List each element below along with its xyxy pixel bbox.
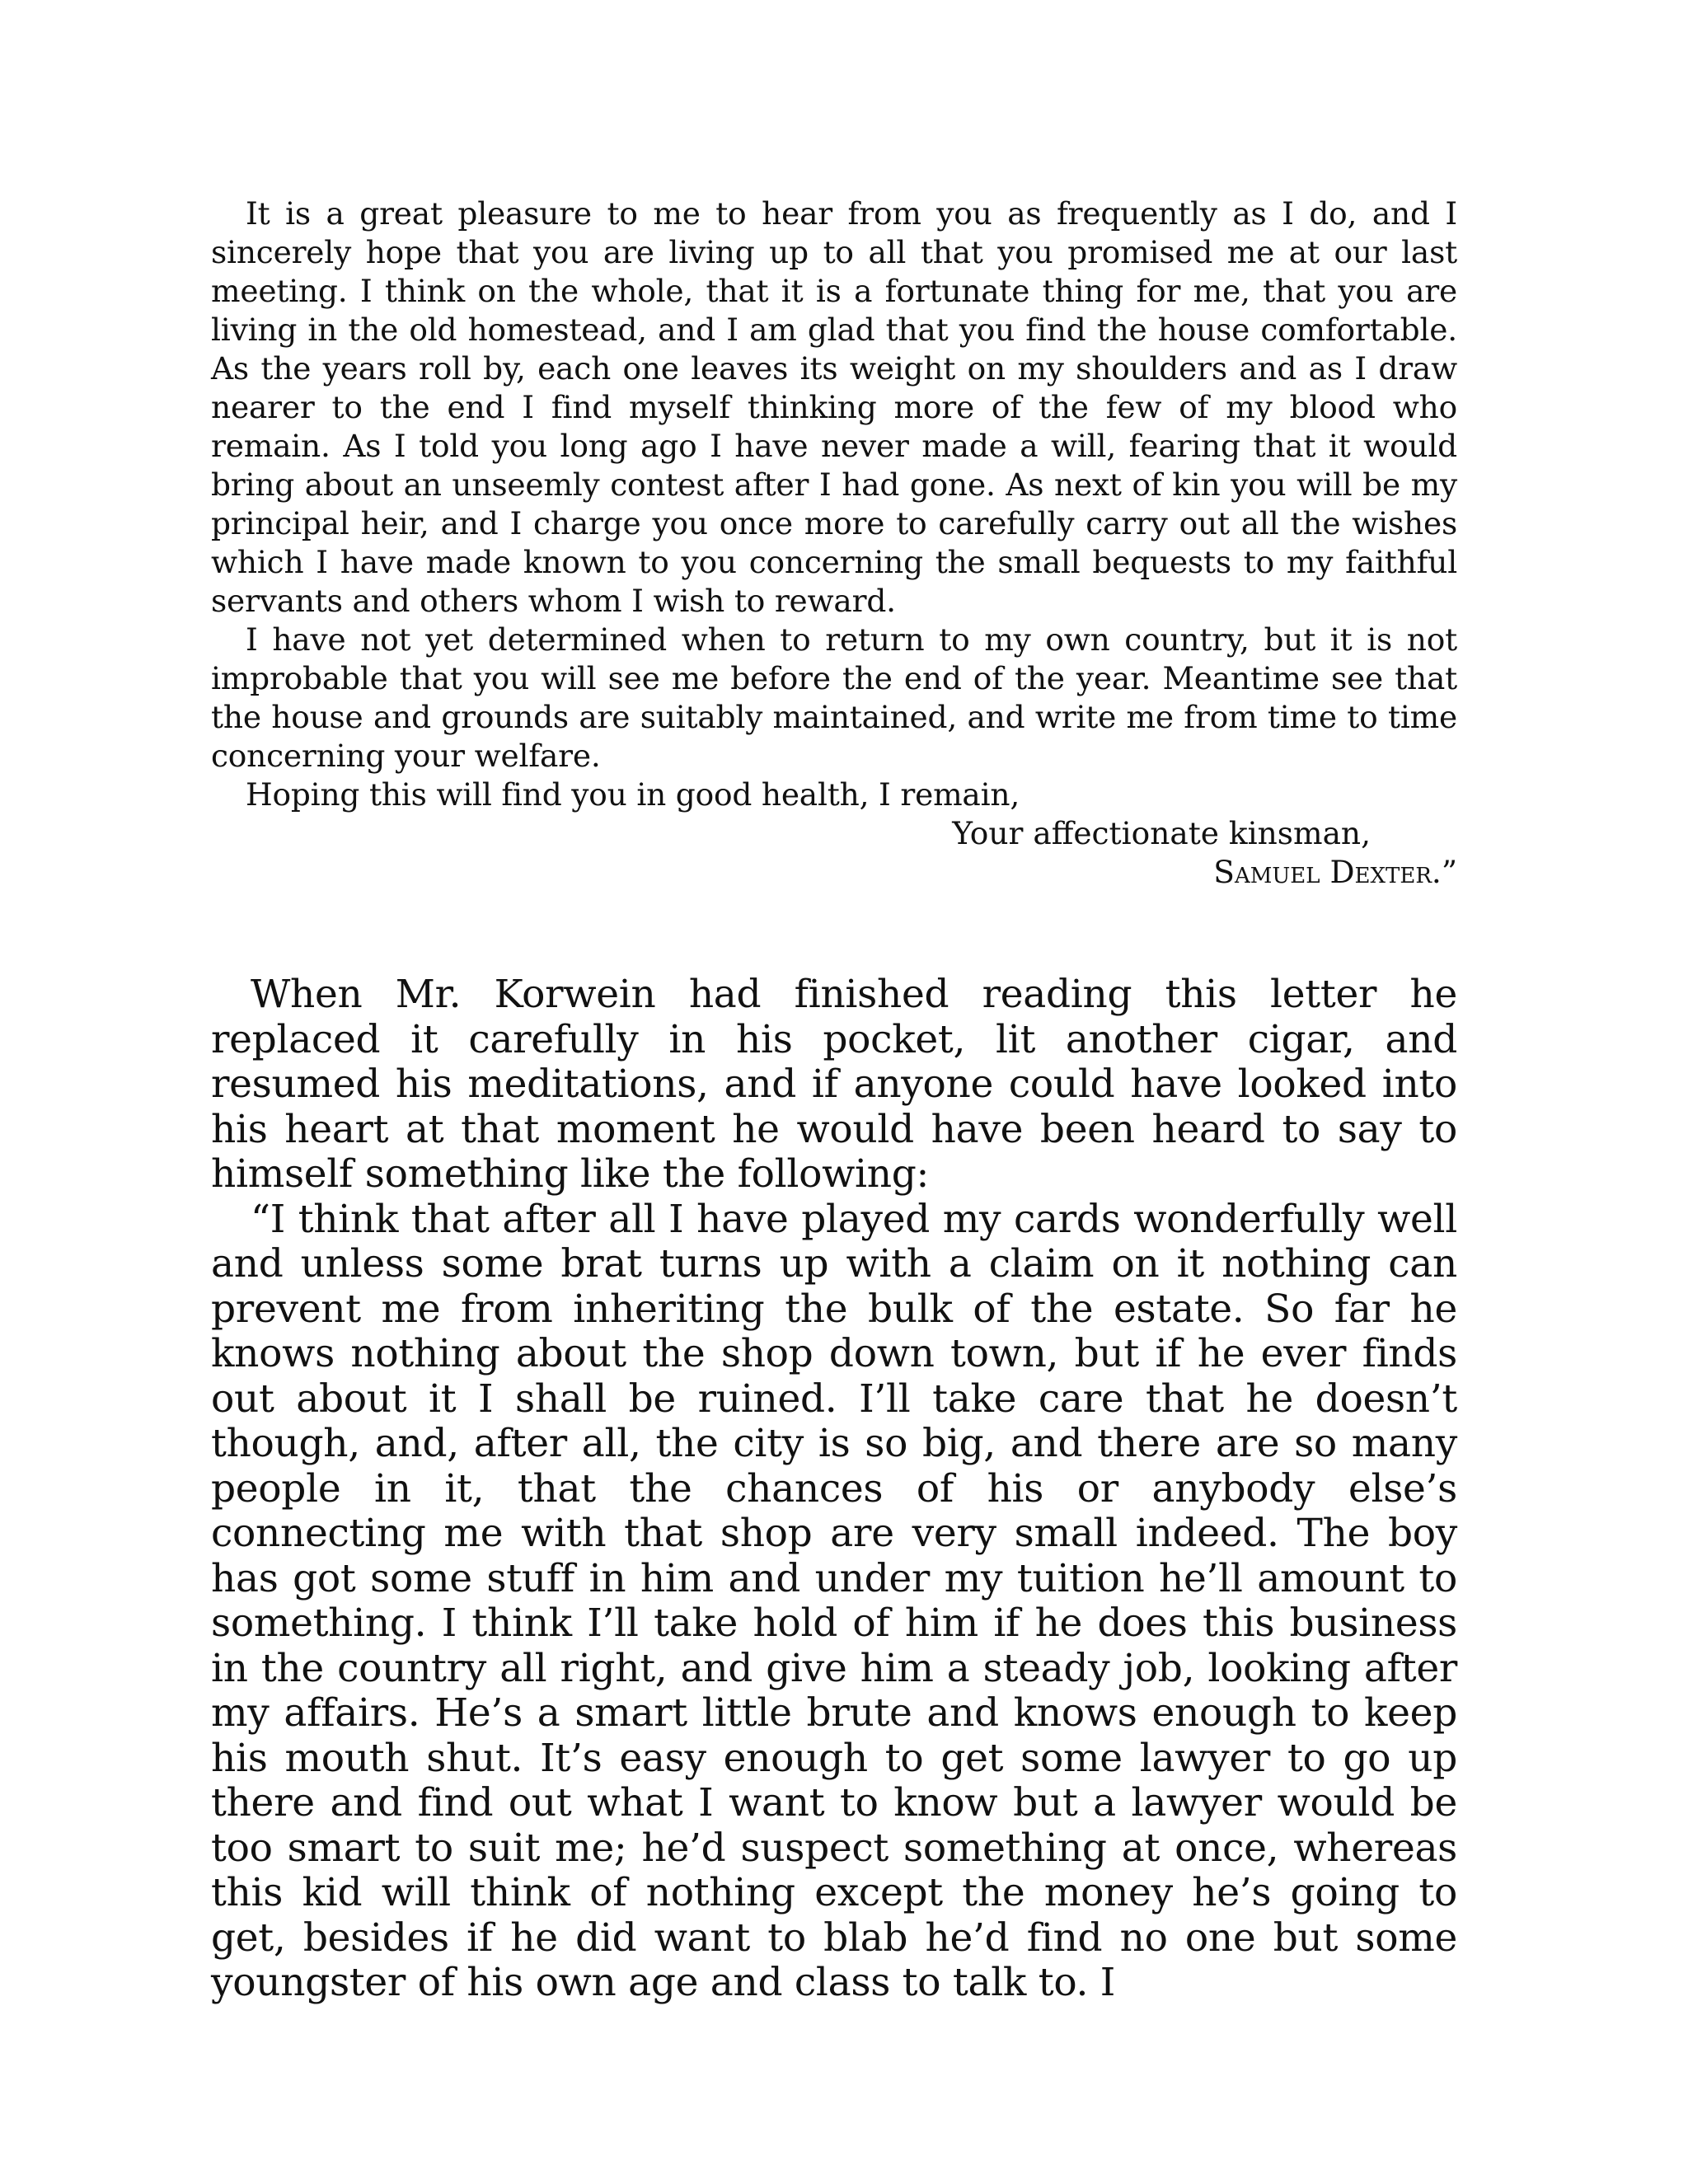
- letter-closing: [211, 814, 1457, 892]
- letter-paragraph: I have not yet determined when to return to my own country, but it is not improbable that you will see me before the end of the year. Meantime see that the house and grounds are suitably maintained, and write me from time to time concerning your welfare.: [211, 621, 1457, 774]
- narrative-body: [211, 972, 1457, 2006]
- closing-salutation: Your affectionate kinsman,: [952, 815, 1371, 851]
- letter-body: [211, 194, 1457, 814]
- letter-signature: Samuel Dexter.”: [1213, 854, 1457, 890]
- document-page: [211, 194, 1457, 2006]
- narrative-paragraph: “I think that after all I have played my cards wonderfully well and unless some brat turns up with a claim on it nothing can prevent me from inheriting the bulk of the estate. So far he knows nothing about the shop down town, but if he ever finds out about it I shall be ruined. I’ll take care that he doesn’t though, and, after all, the city is so big, and there are so many people in it, that the chances of his or anybody else’s connecting me with that shop are very small indeed. The boy has got some stuff in him and under my tuition he’ll amount to something. I think I’ll take hold of him if he does this business in the country all right, and give him a steady job, looking after my affairs. He’s a smart little brute and knows enough to keep his mouth shut. It’s easy enough to get some lawyer to go up there and find out what I want to know but a lawyer would be too smart to suit me; he’d suspect something at once, whereas this kid will think of nothing except the money he’s going to get, besides if he did want to blab he’d find no one but some youngster of his own age and class to talk to. I: [211, 1196, 1457, 2005]
- letter-paragraph: It is a great pleasure to me to hear from you as frequently as I do, and I sincerely hope that you are living up to all that you promised me at our last meeting. I think on the whole, that it is a fortunate thing for me, that you are living in the old homestead, and I am glad that you find the house comfortable. As the years roll by, each one leaves its weight on my shoulders and as I draw nearer to the end I find myself thinking more of the few of my blood who remain. As I told you long ago I have never made a will, fearing that it would bring about an unseemly contest after I had gone. As next of kin you will be my principal heir, and I charge you once more to carefully carry out all the wishes which I have made known to you concerning the small bequests to my faithful servants and others whom I wish to reward.: [211, 195, 1457, 619]
- narrative-paragraph: When Mr. Korwein had finished reading this letter he replaced it carefully in his pocket, lit another cigar, and resumed his meditations, and if anyone could have looked into his heart at that moment he would have been heard to say to himself something like the following:: [211, 972, 1457, 1197]
- letter-paragraph: Hoping this will find you in good health, I remain,: [246, 776, 1020, 813]
